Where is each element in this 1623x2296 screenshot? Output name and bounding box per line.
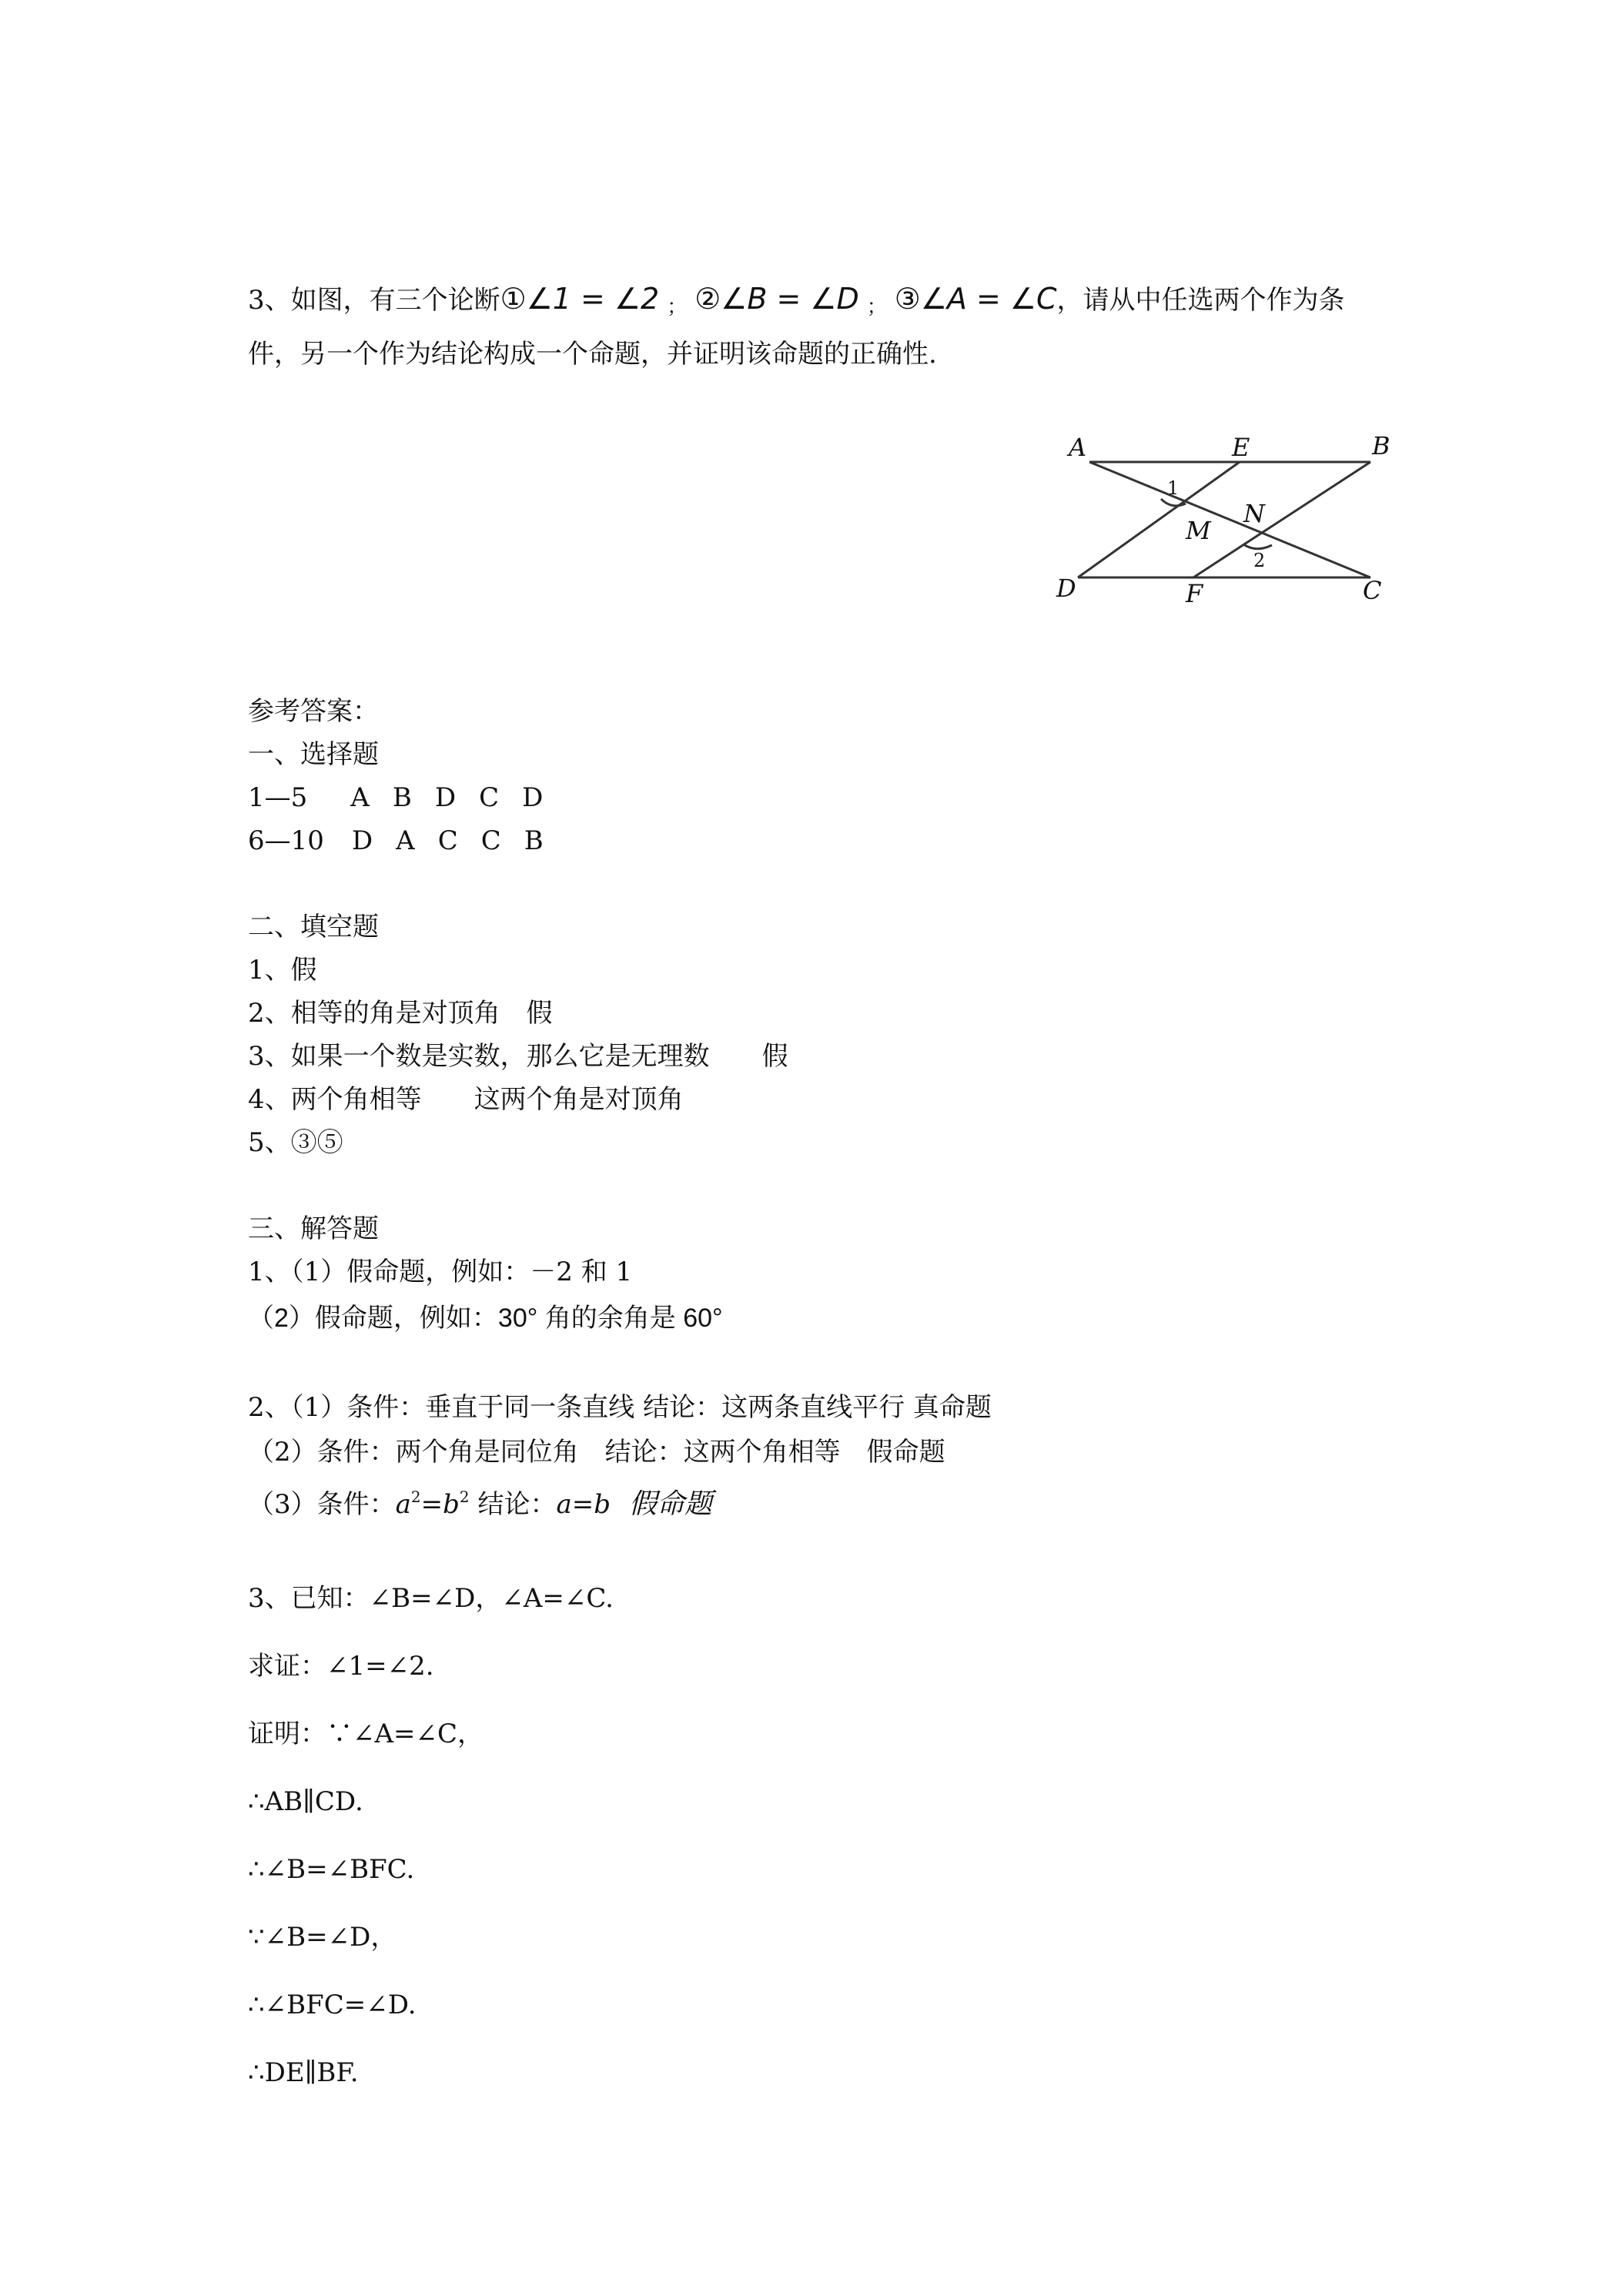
- choice-answer: C: [437, 825, 458, 856]
- label-d: D: [1056, 574, 1076, 603]
- question-3-suffix: ，请从中任选两个作为条: [1056, 285, 1345, 316]
- fill-answer-5: 5、③⑤: [248, 1127, 343, 1158]
- choice-answer: D: [522, 782, 544, 813]
- fill-answer-3: 3、如果一个数是实数，那么它是无理数 假: [248, 1041, 788, 1072]
- proof-line-6: ∵∠B=∠D，: [248, 1922, 397, 1953]
- proof-line-4: ∴AB∥CD.: [248, 1786, 363, 1817]
- label-c: C: [1363, 576, 1382, 605]
- proof-line-1: 3、已知：∠B=∠D，∠A=∠C.: [248, 1583, 614, 1614]
- statement-1: ①∠1 = ∠2: [500, 282, 660, 316]
- question-3-line-2: 件，另一个作为结论构成一个命题，并证明该命题的正确性.: [248, 339, 937, 370]
- question-3-prefix: 3、如图，有三个论断: [248, 285, 500, 316]
- line-ac: [1089, 462, 1370, 577]
- section-1-title: 一、选择题: [248, 739, 379, 770]
- var-b: b: [443, 1489, 460, 1520]
- solution-2-part-1: 2、（1）条件：垂直于同一条直线 结论：这两条直线平行 真命题: [248, 1392, 992, 1423]
- proof-line-5: ∴∠B=∠BFC.: [248, 1854, 415, 1885]
- proof-line-7: ∴∠BFC=∠D.: [248, 1990, 417, 2020]
- var-a: a: [395, 1489, 411, 1520]
- label-f: F: [1186, 579, 1203, 608]
- fill-answer-2: 2、相等的角是对顶角 假: [248, 998, 553, 1029]
- answers-heading: 参考答案：: [248, 696, 379, 727]
- condition-prefix: （3）条件：: [248, 1489, 396, 1520]
- label-angle-2: 2: [1253, 550, 1266, 571]
- equals: =: [420, 1489, 443, 1520]
- choice-range: 1—5: [248, 782, 308, 813]
- exponent: 2: [459, 1488, 470, 1506]
- exponent: 2: [410, 1488, 421, 1506]
- conclusion-expression: a=b: [556, 1489, 611, 1520]
- solution-1-part-2: （2）假命题，例如：30° 角的余角是 60°: [248, 1304, 723, 1333]
- solution-1-part-1: 1、（1）假命题，例如：－2 和 1: [248, 1257, 633, 1287]
- proof-line-8: ∴DE∥BF.: [248, 2057, 359, 2088]
- choice-answer: B: [392, 782, 412, 813]
- label-a: A: [1069, 433, 1087, 462]
- choice-answer: D: [434, 782, 457, 813]
- fill-answer-1: 1、假: [248, 955, 317, 986]
- separator: ；: [667, 296, 688, 319]
- choice-answer: A: [396, 825, 415, 856]
- choice-row-1: [248, 782, 543, 813]
- label-angle-1: 1: [1167, 477, 1180, 499]
- statement-2: ②∠B = ∠D: [694, 282, 859, 316]
- choice-answer: A: [350, 782, 370, 813]
- fill-answer-4: 4、两个角相等 这两个角是对顶角: [248, 1084, 684, 1115]
- choice-answer: B: [524, 825, 544, 856]
- line-de: [1078, 462, 1240, 577]
- label-b: B: [1372, 431, 1390, 460]
- choice-answer: C: [480, 825, 501, 856]
- label-m: M: [1186, 516, 1211, 545]
- label-n: N: [1243, 499, 1265, 528]
- proof-line-2: 求证：∠1=∠2.: [248, 1651, 434, 1682]
- label-e: E: [1232, 433, 1250, 462]
- statement-3: ③∠A = ∠C: [894, 282, 1057, 316]
- separator: ；: [866, 296, 887, 319]
- angle-2-arc: [1243, 544, 1272, 549]
- choice-answer: C: [479, 782, 500, 813]
- geometry-figure: [1055, 423, 1394, 608]
- false-proposition: 假命题: [629, 1488, 713, 1520]
- question-3-line-1: [248, 283, 1345, 323]
- solution-2-part-3: [248, 1481, 712, 1520]
- choice-answer: D: [351, 825, 373, 856]
- solution-2-part-2: （2）条件：两个角是同位角 结论：这两个角相等 假命题: [248, 1437, 945, 1468]
- line-fb: [1193, 462, 1370, 577]
- conclusion-prefix: 结论：: [469, 1489, 557, 1520]
- section-2-title: 二、填空题: [248, 912, 379, 942]
- choice-row-2: [248, 825, 544, 856]
- choice-range: 6—10: [248, 825, 324, 856]
- proof-line-3: 证明：∵∠A=∠C，: [248, 1719, 484, 1749]
- section-3-title: 三、解答题: [248, 1213, 379, 1244]
